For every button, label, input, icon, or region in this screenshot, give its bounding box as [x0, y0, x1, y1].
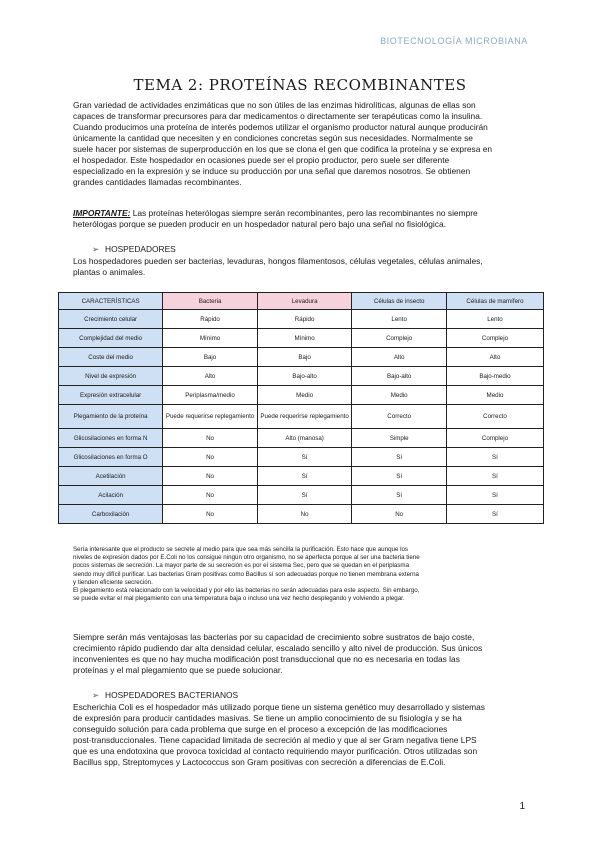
table-row — [59, 348, 544, 367]
table-cell: Correcto — [446, 405, 543, 429]
table-row-label: Nivel de expresión — [59, 367, 163, 386]
table-row — [59, 329, 544, 348]
table-header: Células de mamífero — [446, 293, 543, 310]
advantages-line: inconvenientes es que no hay mucha modificación post transduccional que no es necesaria en todas las — [73, 654, 460, 664]
table-cell: No — [352, 505, 447, 524]
table-cell: Sí — [257, 467, 352, 486]
table-cell: Complejo — [446, 429, 543, 448]
table-cell: No — [163, 486, 258, 505]
table-cell: Bajo-alto — [257, 367, 352, 386]
table-cell: Bajo-alto — [352, 367, 447, 386]
page-title: TEMA 2: PROTEÍNAS RECOMBINANTES — [133, 76, 467, 94]
note-line: y tienden eficiente secreción. — [73, 578, 153, 586]
hosts-paragraph — [73, 256, 529, 278]
table-cell: Bajo — [257, 348, 352, 367]
bacterial-hosts-heading-text: HOSPEDADORES BACTERIANOS — [105, 690, 239, 700]
table-cell: Lento — [446, 310, 543, 329]
advantages-line: proteínas y el mal plegamiento que se puede solucionar. — [73, 665, 283, 675]
table-cell: No — [163, 429, 258, 448]
bacterial-line: Bacillus spp, Streptomyces y Lactococcus son Gram positivas con secreción a diferencias de E.Coli. — [73, 757, 446, 767]
table-row — [59, 467, 544, 486]
table-cell: Simple — [352, 429, 447, 448]
table-cell: Sí — [352, 448, 447, 467]
table-cell: Sí — [446, 486, 543, 505]
bacterial-line: de expresión para producir cantidades masivas. Se tiene un amplio conocimiento de su fisiología y se ha — [73, 713, 462, 723]
table-cell: Sí — [446, 505, 543, 524]
table-cell: Sí — [352, 486, 447, 505]
bacterial-line: que es una endotoxina que provoca toxicidad al contacto requiriendo mayor purificación. Otros utilizadas son — [73, 746, 478, 756]
table-cell: Complejo — [446, 329, 543, 348]
intro-line: grandes cantidades llamadas recombinantes. — [73, 177, 242, 187]
arrow-bullet-icon: ➢ — [92, 244, 100, 254]
page-number: 1 — [519, 801, 525, 812]
important-text-2: heterólogas porque se pueden producir en un hospedador natural pero bajo una señal no fisiológica. — [73, 219, 446, 229]
table-header: Células de insecto — [352, 293, 447, 310]
table-cell: No — [163, 505, 258, 524]
advantages-paragraph — [73, 632, 529, 676]
host-comparison-table — [58, 292, 544, 524]
arrow-bullet-icon: ➢ — [92, 690, 100, 700]
table-row-label: Carboxilación — [59, 505, 163, 524]
note-line: se puede evitar el mal plegamiento con una temperatura baja o incluso una vez hecho desplegando y volviendo a plegar. — [73, 595, 405, 603]
table-cell: Alto — [446, 348, 543, 367]
table-cell: Sí — [446, 448, 543, 467]
table-row-label: Acilación — [59, 486, 163, 505]
table-cell: Sí — [257, 448, 352, 467]
bacterial-hosts-heading — [92, 690, 238, 700]
table-cell: Alto — [352, 348, 447, 367]
important-label: IMPORTANTE: — [73, 208, 131, 218]
table-row-label: Plegamiento de la proteína — [59, 405, 163, 429]
table-cell: No — [257, 505, 352, 524]
table-row — [59, 448, 544, 467]
table-cell: Complejo — [352, 329, 447, 348]
table-cell: Bajo-medio — [446, 367, 543, 386]
intro-line: el hospedador. Este hospedador en ocasiones puede ser el propio productor, pero suele ser diferente — [73, 155, 450, 165]
table-row-label: Glicosilaciones en forma O — [59, 448, 163, 467]
hosts-line: plantas o animales. — [73, 267, 146, 277]
table-cell: Medio — [257, 386, 352, 405]
table-cell: No — [163, 467, 258, 486]
table-row — [59, 367, 544, 386]
intro-line: especializado en la expresión y se induce su producción por una señal que daremos nosotros. Se obtienen — [73, 166, 471, 176]
important-text: Las proteínas heterólogas siempre serán recombinantes, pero las recombinantes no siempre — [130, 208, 478, 218]
note-line: El plegamiento está relacionado con la velocidad y por ello las bacterias no serán adecuadas para este aspecto. Sin embargo, — [73, 587, 420, 595]
table-row-label: Expresión extracelular — [59, 386, 163, 405]
bacterial-line: conseguido solución para cada problema que surge en el proceso a excepción de las modificaciones — [73, 724, 448, 734]
important-note — [73, 208, 529, 230]
advantages-line: crecimiento rápido pudiendo dar alta densidad celular, escalado sencillo y alto nivel de producción. Sus únicos — [73, 643, 483, 653]
table-row-label: Complejidad del medio — [59, 329, 163, 348]
intro-paragraph — [73, 100, 529, 188]
table-row-label: Crecimiento celular — [59, 310, 163, 329]
table-cell: Periplasma/medio — [163, 386, 258, 405]
table-cell: Mínimo — [163, 329, 258, 348]
intro-line: capaces de transformar precursores para dar medicamentos o directamente ser terapéuticas como la insulina. — [73, 111, 483, 121]
table-cell: Puede requerirse replegamiento — [257, 405, 352, 429]
table-cell: No — [163, 448, 258, 467]
note-line: Sería interesante que el producto se secrete al medio para que sea más sencilla la purificación. Esto hace que aunque los — [73, 546, 409, 553]
table-cell: Sí — [352, 467, 447, 486]
table-cell: Alto — [163, 367, 258, 386]
table-cell: Rápido — [257, 310, 352, 329]
note-line: siendo muy difícil purificar. Las bacterias Gram positivas como Bacillus sí son adecuadas porque no tienen membrana externa — [73, 570, 419, 578]
table-cell: Rápido — [163, 310, 258, 329]
table-cell: Medio — [352, 386, 447, 405]
table-cell: Sí — [257, 486, 352, 505]
bacterial-line: post-transduccionales. Tiene capacidad limitada de secreción al medio y que al ser Gram negativa tiene LPS — [73, 735, 477, 745]
table-header: Bacteria — [163, 293, 258, 310]
table-cell: Puede requerirse replegamiento — [163, 405, 258, 429]
table-row-label: Acetilación — [59, 467, 163, 486]
bacterial-hosts-paragraph — [73, 702, 529, 768]
intro-line: Gran variedad de actividades enzimáticas que no son útiles de las enzimas hidrolíticas, algunas de ellas son — [73, 100, 476, 110]
table-cell: Correcto — [352, 405, 447, 429]
bacterial-line: Escherichia Coli es el hospedador más utilizado porque tiene un sistema genético muy desarrollado y sistemas — [73, 702, 485, 712]
table-cell: Medio — [446, 386, 543, 405]
hosts-heading — [92, 244, 176, 254]
table-row — [59, 386, 544, 405]
table-header: Levadura — [257, 293, 352, 310]
table-cell: Lento — [352, 310, 447, 329]
table-row — [59, 405, 544, 429]
table-row — [59, 310, 544, 329]
hosts-heading-text: HOSPEDADORES — [105, 244, 176, 254]
table-row — [59, 429, 544, 448]
advantages-line: Siempre serán más ventajosas las bacterias por su capacidad de crecimiento sobre sustratos de bajo coste, — [73, 632, 475, 642]
table-row-label: Glicosilaciones en forma N — [59, 429, 163, 448]
intro-line: suele hacer por sistemas de superproducción en los que se clona el gen que codifica la proteína y se expresa en — [73, 144, 493, 154]
table-cell: Sí — [446, 467, 543, 486]
table-cell: Bajo — [163, 348, 258, 367]
table-cell: Alto (manosa) — [257, 429, 352, 448]
table-cell: Mínimo — [257, 329, 352, 348]
table-row — [59, 505, 544, 524]
table-header-row — [59, 293, 544, 310]
intro-line: únicamente la cantidad que necesiten y en condiciones concretas según sus necesidades. Normalmente se — [73, 133, 473, 143]
subject-header: BIOTECNOLOGÍA MICROBIANA — [380, 36, 528, 46]
note-line: niveles de expresión dados por E.Coli no los consigue ningún otro organismo, no se aperfecta porque al ser una bacteria tiene — [73, 554, 420, 562]
table-header: CARACTERÍSTICAS — [59, 293, 163, 310]
intro-line: Cuando producimos una proteína de interés podemos utilizar el organismo productor natural aunque producirán — [73, 122, 488, 132]
table-row-label: Coste del medio — [59, 348, 163, 367]
secretion-notes — [73, 546, 529, 603]
hosts-line: Los hospedadores pueden ser bacterias, levaduras, hongos filamentosos, células vegetales, células animales, — [73, 256, 483, 266]
note-line: pocos sistemas de secreción. La mayor parte de su secreción es por el sistema Sec, pero que se quedan en el periplasma — [73, 562, 410, 570]
table-row — [59, 486, 544, 505]
